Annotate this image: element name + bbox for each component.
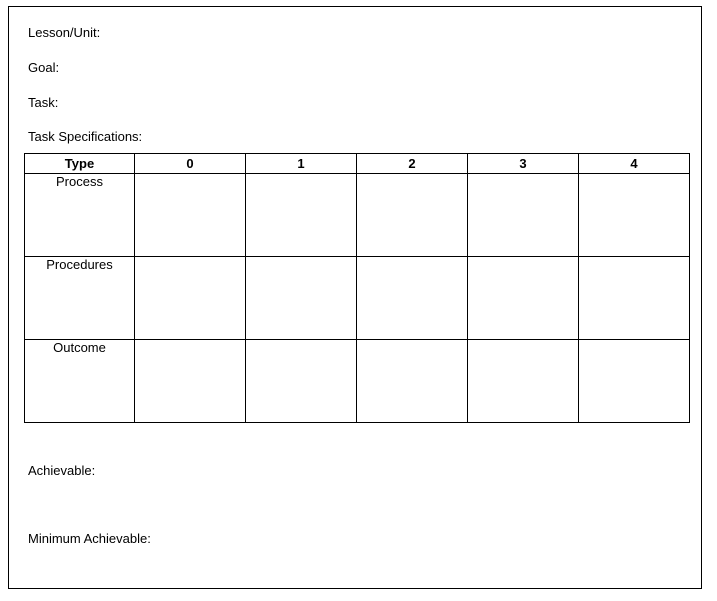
column-header-2: 2 — [357, 154, 468, 174]
column-header-1: 1 — [246, 154, 357, 174]
row-label-process: Process — [25, 174, 135, 257]
cell-process-2[interactable] — [357, 174, 468, 257]
goal-label: Goal: — [28, 60, 60, 75]
cell-outcome-4[interactable] — [579, 340, 690, 423]
table-header-row — [25, 154, 690, 174]
minimum-achievable-label: Minimum Achievable: — [28, 531, 151, 546]
cell-outcome-3[interactable] — [468, 340, 579, 423]
task-label: Task: — [28, 95, 59, 110]
column-header-3: 3 — [468, 154, 579, 174]
cell-process-4[interactable] — [579, 174, 690, 257]
cell-procedures-4[interactable] — [579, 257, 690, 340]
rubric-table-head — [25, 154, 690, 174]
row-label-procedures: Procedures — [25, 257, 135, 340]
cell-procedures-1[interactable] — [246, 257, 357, 340]
table-row — [25, 257, 690, 340]
task-specifications-label: Task Specifications: — [28, 129, 143, 144]
cell-procedures-2[interactable] — [357, 257, 468, 340]
rubric-table-body — [25, 174, 690, 423]
lesson-unit-label: Lesson/Unit: — [28, 25, 101, 40]
column-header-0: 0 — [135, 154, 246, 174]
cell-procedures-3[interactable] — [468, 257, 579, 340]
cell-process-3[interactable] — [468, 174, 579, 257]
document-border — [8, 6, 702, 589]
column-header-4: 4 — [579, 154, 690, 174]
document-content — [20, 13, 690, 582]
cell-procedures-0[interactable] — [135, 257, 246, 340]
table-row — [25, 174, 690, 257]
cell-outcome-0[interactable] — [135, 340, 246, 423]
cell-process-0[interactable] — [135, 174, 246, 257]
rubric-table — [24, 153, 690, 423]
cell-outcome-2[interactable] — [357, 340, 468, 423]
cell-outcome-1[interactable] — [246, 340, 357, 423]
achievable-label: Achievable: — [28, 463, 96, 478]
cell-process-1[interactable] — [246, 174, 357, 257]
table-row — [25, 340, 690, 423]
column-header-type: Type — [25, 154, 135, 174]
row-label-outcome: Outcome — [25, 340, 135, 423]
